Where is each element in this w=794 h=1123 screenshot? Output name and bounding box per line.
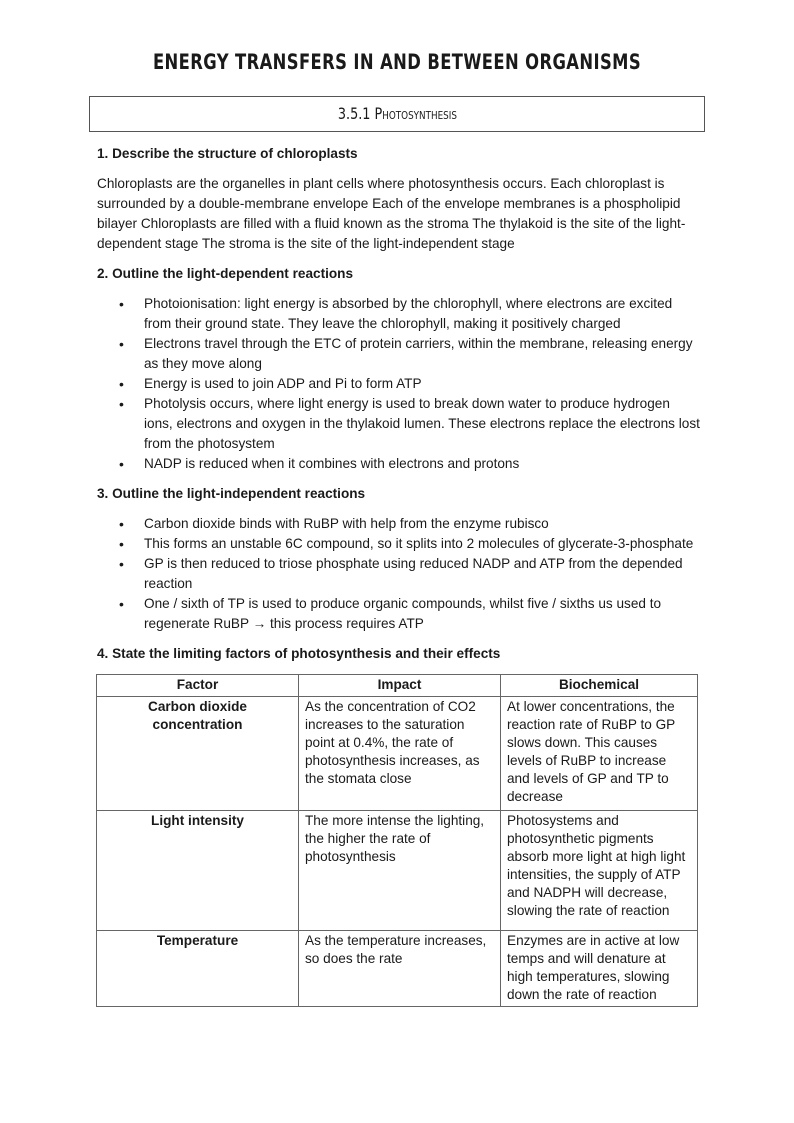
question-3-list: [97, 514, 702, 634]
column-header-factor: Factor: [97, 675, 299, 697]
list-item: • Electrons travel through the ETC of protein carriers, within the membrane, releasing energy as they move along: [144, 334, 702, 374]
biochemical-cell: Enzymes are in active at low temps and will denature at high temperatures, slowing down the rate of reaction: [501, 931, 698, 1007]
list-item: • Energy is used to join ADP and Pi to form ATP: [144, 374, 702, 394]
impact-cell: As the concentration of CO2 increases to the saturation point at 0.4%, the rate of photosynthesis increases, as the stomata close: [299, 697, 501, 811]
table-header-row: [97, 675, 698, 697]
impact-cell: As the temperature increases, so does the rate: [299, 931, 501, 1007]
question-2-list: [97, 294, 702, 474]
question-1-answer: Chloroplasts are the organelles in plant cells where photosynthesis occurs. Each chloroplast is surrounded by a double-membrane envelope Each of the envelope membranes is a phospholipid bilayer Chloroplasts are filled with a fluid known as the stroma The thylakoid is the site of the light-dependent stage The stroma is the site of the light-independent stage: [97, 176, 686, 251]
factor-cell: Carbon dioxide concentration: [97, 697, 299, 811]
list-item: • Photolysis occurs, where light energy is used to break down water to produce hydrogen ions, electrons and oxygen in the thylakoid lumen. These electrons replace the electrons lost from the photosystem: [144, 394, 702, 454]
column-header-biochemical: Biochemical: [501, 675, 698, 697]
list-item: • One / sixth of TP is used to produce organic compounds, whilst five / sixths us used to regenerate RuBP → this process requires ATP: [144, 594, 702, 634]
list-item: • Carbon dioxide binds with RuBP with help from the enzyme rubisco: [144, 514, 702, 534]
table-row: [97, 697, 698, 811]
section-heading: 3.5.1 Photosynthesis: [337, 104, 457, 123]
list-item: • This forms an unstable 6C compound, so it splits into 2 molecules of glycerate-3-phosphate: [144, 534, 702, 554]
section-heading-box: [89, 96, 705, 132]
question-2-heading: 2. Outline the light-dependent reactions: [97, 266, 354, 281]
question-4-heading: 4. State the limiting factors of photosynthesis and their effects: [97, 646, 501, 661]
question-3-heading: 3. Outline the light-independent reactions: [97, 486, 366, 501]
factor-cell: Light intensity: [97, 811, 299, 931]
document-title: ENERGY TRANSFERS IN AND BETWEEN ORGANISMS: [152, 50, 642, 74]
biochemical-cell: Photosystems and photosynthetic pigments absorb more light at high light intensities, the supply of ATP and NADPH will decrease, slowing the rate of reaction: [501, 811, 698, 931]
list-item: • GP is then reduced to triose phosphate using reduced NADP and ATP from the depended reaction: [144, 554, 702, 594]
impact-cell: The more intense the lighting, the higher the rate of photosynthesis: [299, 811, 501, 931]
question-1-heading: 1. Describe the structure of chloroplasts: [97, 146, 358, 161]
document-body: [97, 144, 702, 1007]
column-header-impact: Impact: [299, 675, 501, 697]
factor-cell: Temperature: [97, 931, 299, 1007]
table-row: [97, 931, 698, 1007]
list-item: • Photoionisation: light energy is absorbed by the chlorophyll, where electrons are excited from their ground state. They leave the chlorophyll, making it positively charged: [144, 294, 702, 334]
table-row: [97, 811, 698, 931]
biochemical-cell: At lower concentrations, the reaction rate of RuBP to GP slows down. This causes levels of RuBP to increase and levels of GP and TP to decrease: [501, 697, 698, 811]
list-item: • NADP is reduced when it combines with electrons and protons: [144, 454, 702, 474]
limiting-factors-table: [96, 674, 698, 1007]
